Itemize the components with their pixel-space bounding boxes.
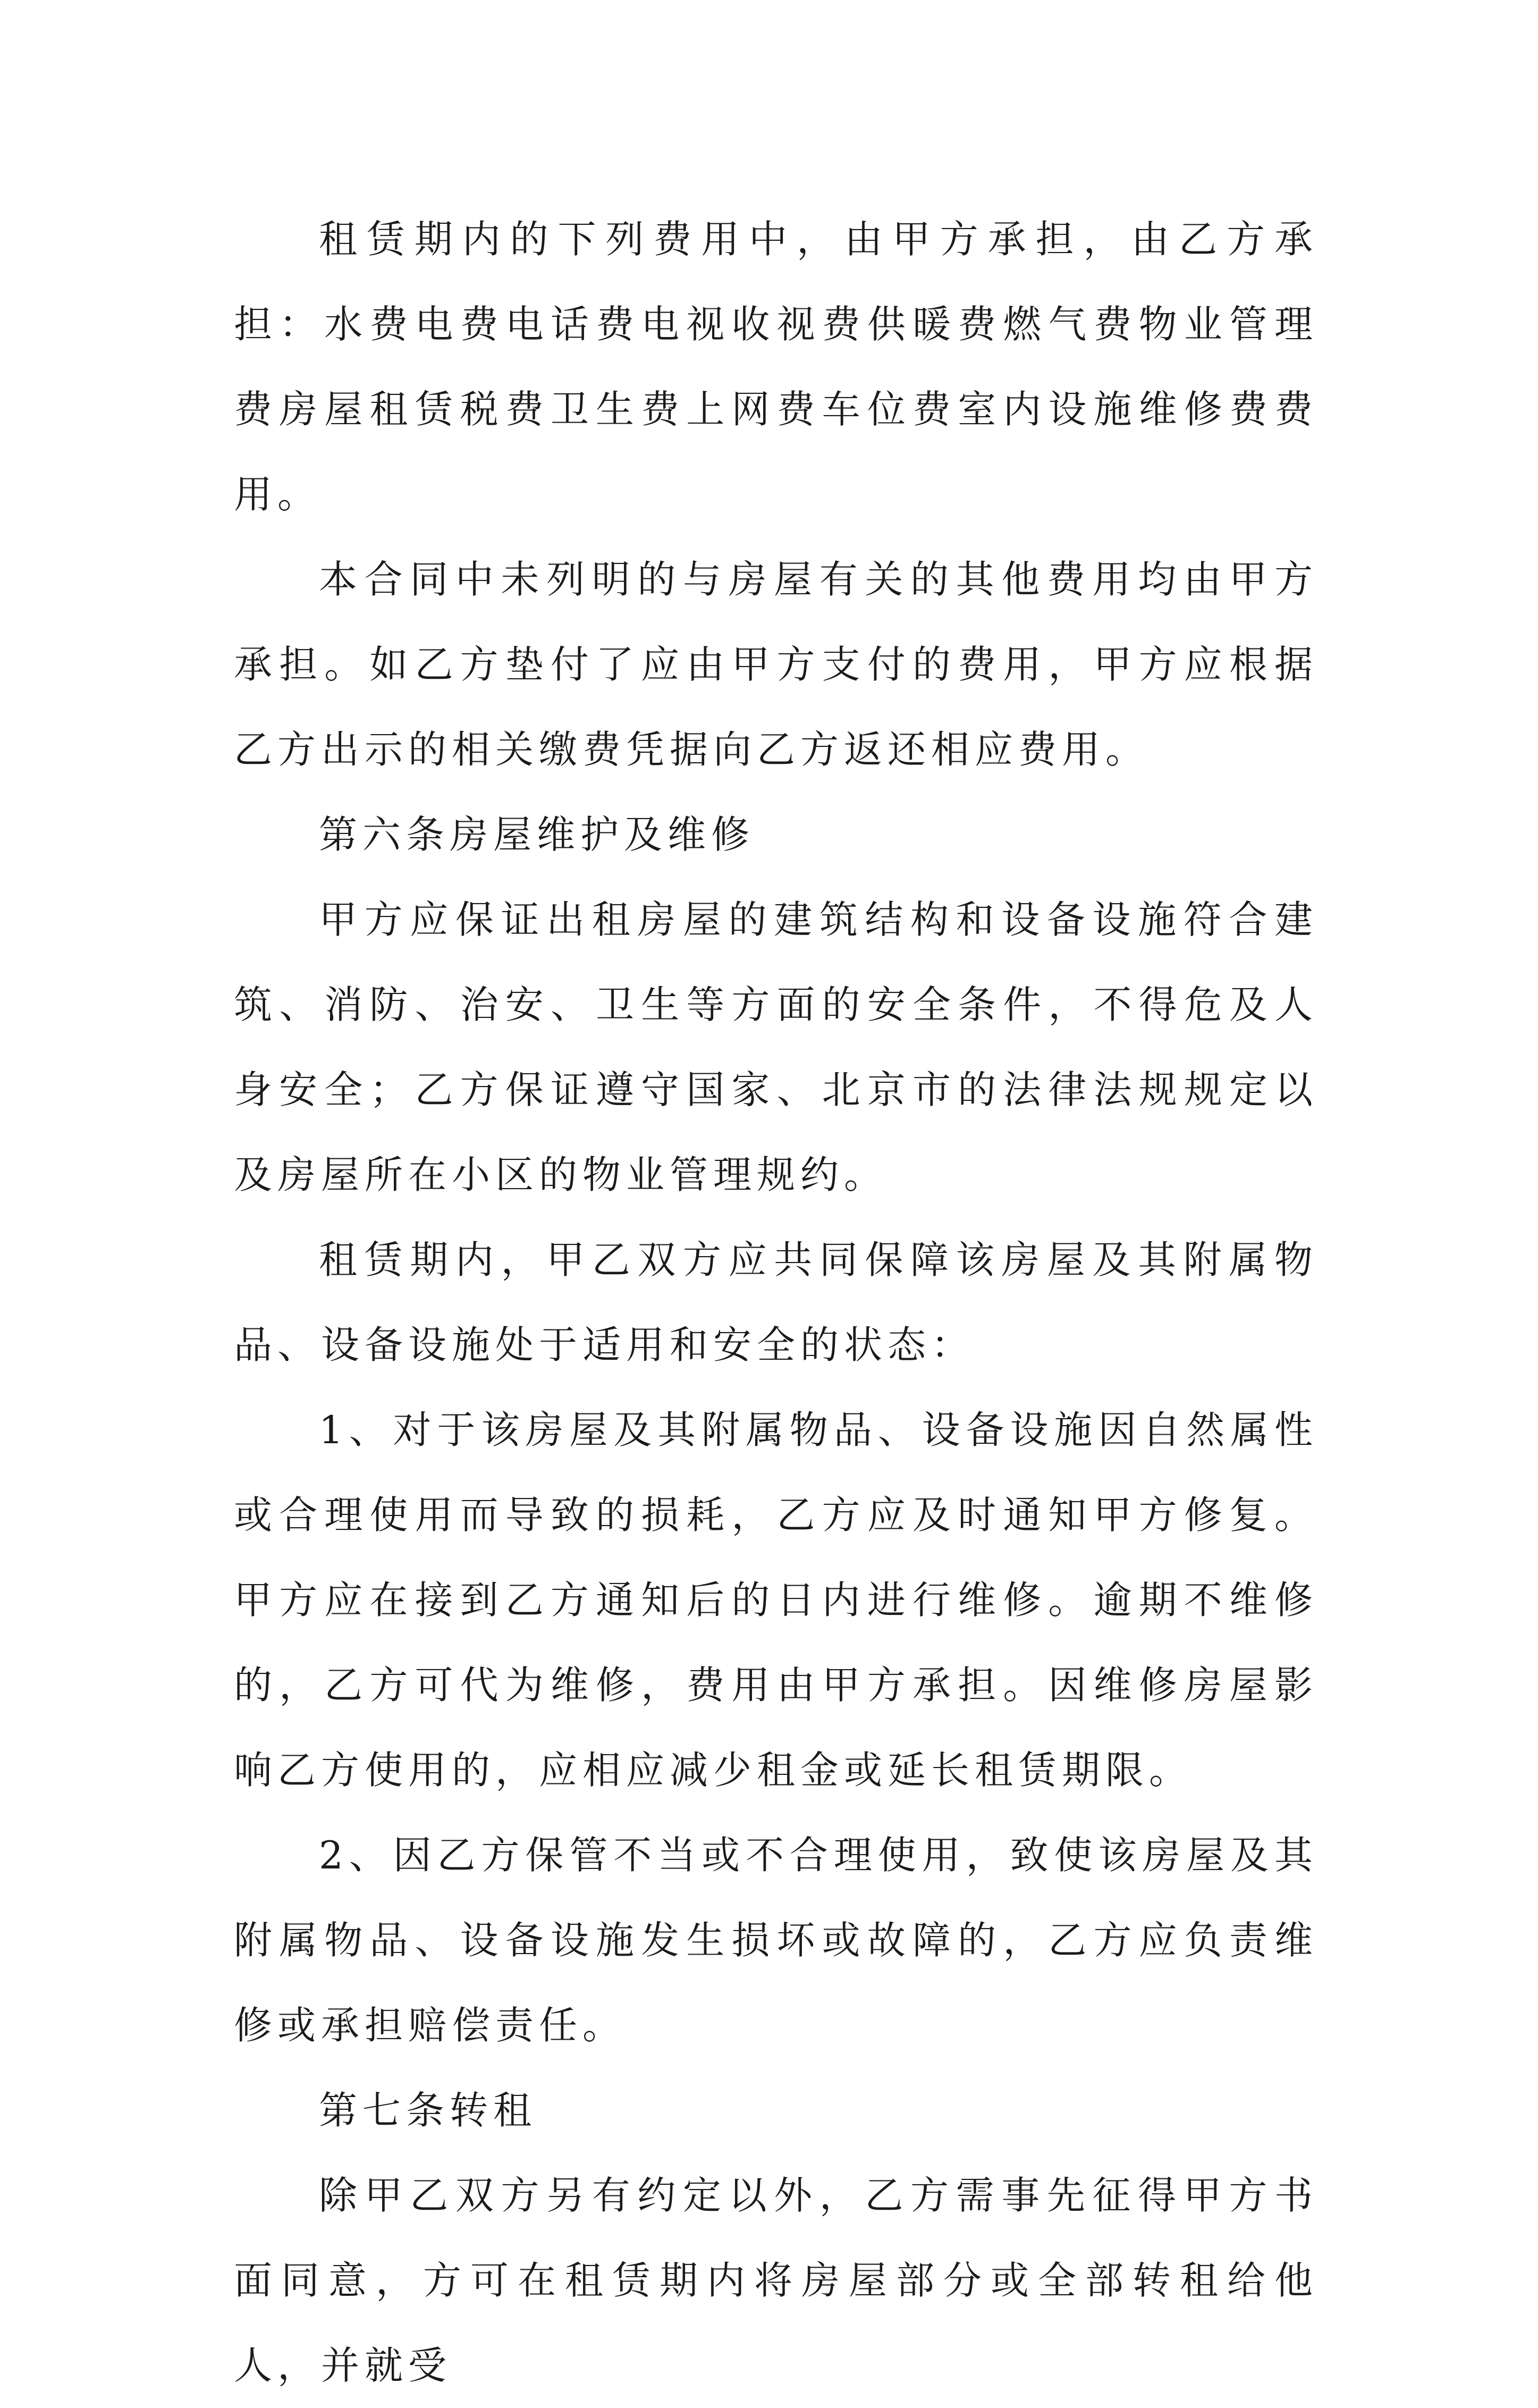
paragraph-maintenance: 租赁期内，甲乙双方应共同保障该房屋及其附属物品、设备设施处于适用和安全的状态： [234,1237,1318,1367]
document-body [234,197,1318,2408]
paragraph-item-1: 1、对于该房屋及其附属物品、设备设施因自然属性或合理使用而导致的损耗，乙方应及时通知甲方修复。甲方应在接到乙方通知后的日内进行维修。逾期不维修的，乙方可代为维修，费用由甲方承担。因维修房屋影响乙方使用的，应相应减少租金或延长租赁期限。 [234,1408,1318,1792]
section-heading-article-7: 第七条转租 [319,2088,537,2133]
paragraph-safety: 甲方应保证出租房屋的建筑结构和设备设施符合建筑、消防、治安、卫生等方面的安全条件，不得危及人身安全；乙方保证遵守国家、北京市的法律法规规定以及房屋所在小区的物业管理规约。 [234,897,1318,1197]
paragraph-sublease: 除甲乙双方另有约定以外，乙方需事先征得甲方书面同意，方可在租赁期内将房屋部分或全部转租给他人，并就受 [234,2173,1318,2388]
paragraph-fees: 租赁期内的下列费用中，由甲方承担，由乙方承担：水费电费电话费电视收视费供暖费燃气费物业管理费房屋租赁税费卫生费上网费车位费室内设施维修费费用。 [234,217,1318,517]
paragraph-item-2: 2、因乙方保管不当或不合理使用，致使该房屋及其附属物品、设备设施发生损坏或故障的，乙方应负责维修或承担赔偿责任。 [234,1833,1318,2048]
section-heading-article-6: 第六条房屋维护及维修 [319,812,755,857]
paragraph-other-fees: 本合同中未列明的与房屋有关的其他费用均由甲方承担。如乙方垫付了应由甲方支付的费用，甲方应根据乙方出示的相关缴费凭据向乙方返还相应费用。 [234,557,1318,772]
